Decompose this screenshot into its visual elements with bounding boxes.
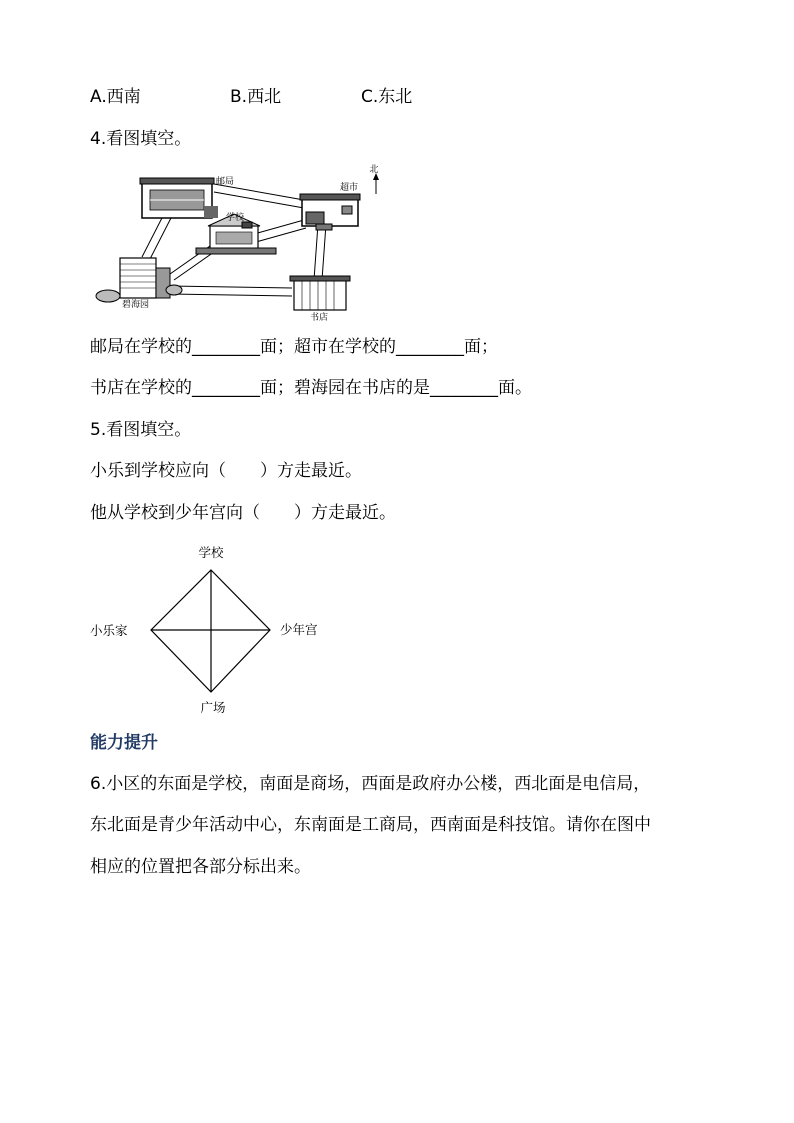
q5-title: 5.看图填空。 (90, 420, 192, 440)
supermarket-label: 超市 (340, 183, 359, 193)
north-label: 北 (369, 165, 379, 175)
q4-question-line-2: 书店在学校的________面；碧海园在书店的是________面。 (90, 378, 532, 398)
label-school: 学校 (198, 545, 224, 560)
bihai-garden-label: 碧海园 (122, 300, 150, 310)
option-a: A.西南 (90, 87, 141, 107)
post-office-label: 邮局 (216, 177, 235, 187)
q5-question-line-2: 他从学校到少年宫向（ ）方走最近。 (90, 503, 396, 523)
school-label: 学校 (226, 213, 245, 223)
option-b: B.西北 (230, 87, 282, 107)
bihai-garden-building (96, 258, 182, 302)
q3-options (90, 85, 490, 109)
label-xiaole-home: 小乐家 (90, 623, 128, 638)
bookstore-building (290, 276, 350, 310)
q5-question-line-1: 小乐到学校应向（ ）方走最近。 (90, 461, 362, 481)
north-arrow-icon (373, 173, 379, 194)
option-c: C.东北 (361, 87, 413, 107)
q4-question-line-1: 邮局在学校的________面；超市在学校的________面； (90, 337, 498, 357)
section-heading: 能力提升 (90, 733, 158, 753)
q6-line-3: 相应的位置把各部分标出来。 (90, 857, 311, 877)
q6-line-1: 6.小区的东面是学校，南面是商场，西面是政府办公楼，西北面是电信局， (90, 774, 651, 794)
label-square: 广场 (200, 700, 226, 715)
q6-line-2: 东北面是青少年活动中心，东南面是工商局，西南面是科技馆。请你在图中 (90, 815, 651, 835)
location-map (92, 162, 392, 322)
bookstore-label: 书店 (310, 313, 329, 322)
label-youth-palace: 少年宫 (280, 622, 318, 637)
direction-diagram (86, 540, 336, 715)
q4-title: 4.看图填空。 (90, 129, 192, 149)
post-office-building (140, 178, 218, 218)
supermarket-building (300, 194, 360, 230)
